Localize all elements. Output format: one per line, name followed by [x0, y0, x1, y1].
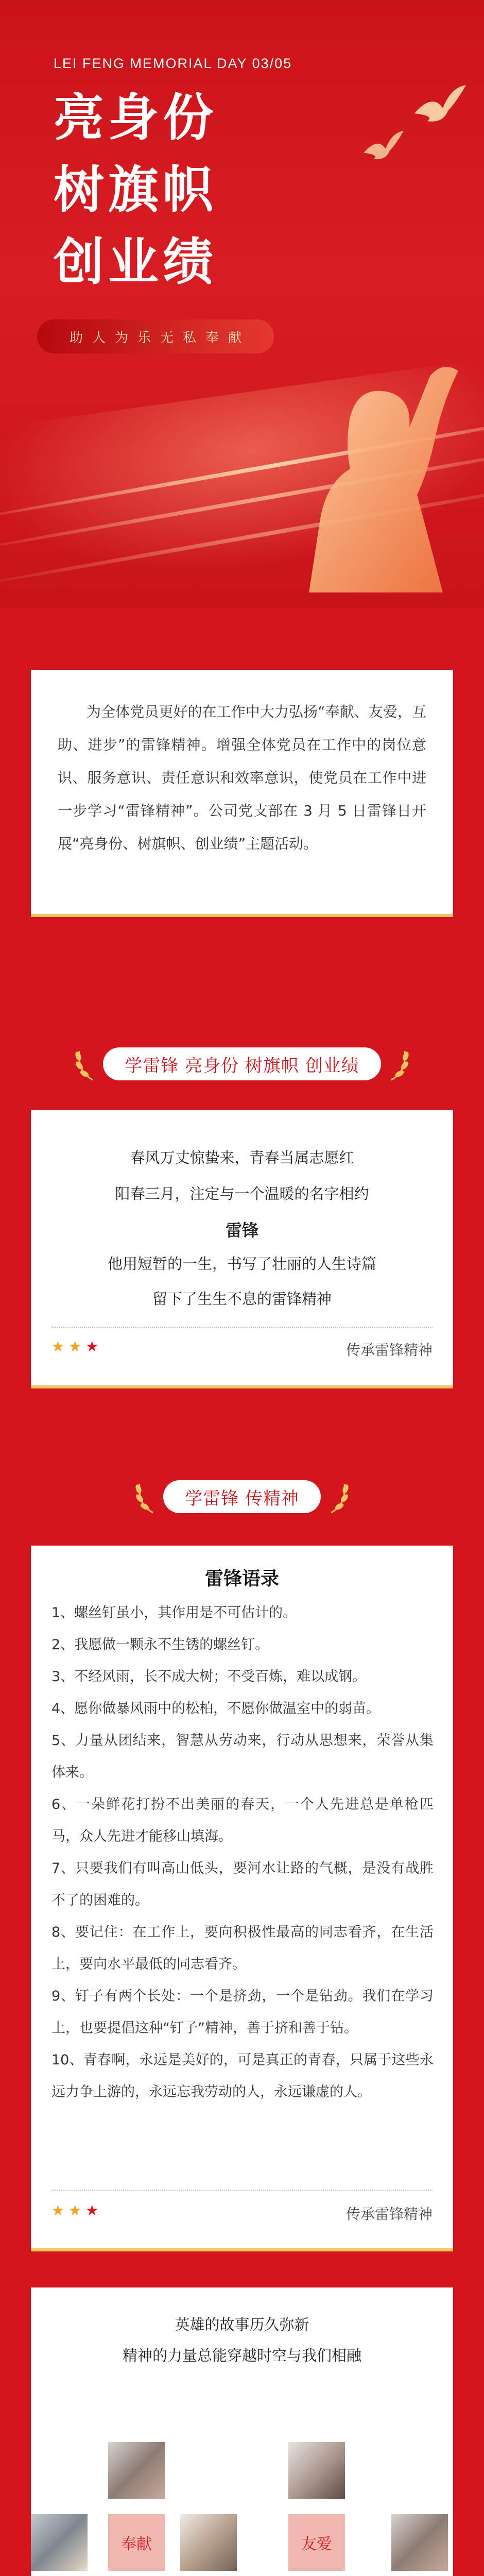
photo-collage-card: [31, 2287, 453, 2576]
quote-item: 5、力量从团结来，智慧从劳动来，行动从思想来，荣誉从集体来。: [51, 1733, 434, 1781]
card-credit: 传承雷锋精神: [345, 2206, 433, 2223]
poem-line: 阳春三月，注定与一个温暖的名字相约: [115, 1185, 369, 1202]
laurel-left-icon: [132, 1479, 156, 1515]
star-icon: ★: [85, 1338, 103, 1355]
dotted-divider: [51, 2190, 433, 2191]
poem-line: 留下了生生不息的雷锋精神: [152, 1290, 332, 1308]
slogan-char: 奉: [205, 330, 219, 346]
quote-item: 9、钉子有两个长处：一个是挤劲，一个是钻劲。我们在学习上，也要提倡这种“钉子”精神，善于挤和善于钻。: [51, 1988, 434, 2036]
quote-item: 8、要记住：在工作上，要向积极性最高的同志看齐，在生活上，要向水平最低的同志看齐。: [51, 1924, 434, 1972]
quote-item: 4、愿你做暴风雨中的松柏，不愿你做温室中的弱苗。: [51, 1701, 381, 1717]
hero-slogan: [37, 319, 274, 353]
card-footer: [31, 1332, 453, 1363]
intro-paragraph: 为全体党员更好的在工作中大力弘扬“奉献、友爱，互助、进步”的雷锋精神。增强全体党员在工作中的岗位意识、服务意识、责任意识和效率意识，使党员在工作中进一步学习“雷锋精神”。公司党支部在 3 月 5 日雷锋日开展“亮身份、树旗帜、创业绩”主题活动。: [58, 703, 426, 852]
quote-item: 1、螺丝钉虽小，其作用是不可估计的。: [51, 1605, 297, 1621]
photo-caption-2: 精神的力量总能穿越时空与我们相融: [122, 2347, 361, 2364]
slogan-char: 献: [228, 330, 242, 346]
poem-card: [31, 1110, 453, 1388]
hero-subtitle: LEI FENG MEMORIAL DAY 03/05: [54, 56, 292, 71]
slogan-char: 为: [114, 330, 128, 346]
saluting-figure-illustration: [288, 355, 484, 592]
quotes-list: [51, 1597, 434, 2108]
star-icon: ★: [51, 1338, 69, 1355]
section-title-pill: 学雷锋 传精神: [163, 1480, 321, 1513]
card-footer: [31, 2196, 453, 2227]
gold-bar: [31, 1385, 453, 1388]
photo-caption-1: 英雄的故事历久弥新: [175, 2316, 309, 2333]
quotes-card: [31, 1546, 453, 2251]
event-photo: [288, 2442, 345, 2499]
star-icon: ★: [68, 2202, 86, 2219]
value-tile-friendship: 友爱: [288, 2514, 345, 2571]
star-icon: ★: [68, 1338, 86, 1355]
slogan-char: 人: [92, 330, 106, 346]
star-icon: ★: [85, 2202, 103, 2219]
poem-line: 他用短暂的一生，书写了壮丽的人生诗篇: [107, 1255, 376, 1273]
slogan-char: 私: [183, 330, 197, 346]
section-title-pill: 学雷锋 亮身份 树旗帜 创业绩: [103, 1047, 381, 1080]
dotted-divider: [51, 1327, 433, 1328]
dove-icon: [360, 129, 407, 165]
event-photo: [180, 2514, 237, 2571]
laurel-left-icon: [72, 1046, 96, 1082]
event-photo: [31, 2514, 88, 2571]
star-rating: [51, 2202, 102, 2219]
event-photo: [108, 2442, 165, 2499]
dove-icon: [412, 82, 469, 129]
value-tile-dedication: 奉献: [108, 2514, 165, 2571]
poem-line: 春风万丈惊蛰来，青春当属志愿红: [130, 1149, 354, 1166]
hero-title-line-1: 亮身份: [54, 89, 218, 147]
quote-item: 2、我愿做一颗永不生锈的螺丝钉。: [51, 1637, 269, 1653]
laurel-right-icon: [328, 1479, 352, 1515]
section-title-2: [0, 1479, 484, 1515]
section-title-1: [0, 1046, 484, 1082]
gold-bar: [31, 2248, 453, 2251]
star-rating: [51, 1338, 102, 1355]
poem-line-highlight: 雷锋: [225, 1221, 258, 1240]
star-icon: ★: [51, 2202, 69, 2219]
slogan-char: 乐: [137, 330, 151, 346]
card-credit: 传承雷锋精神: [345, 1342, 433, 1359]
event-photo: [391, 2514, 448, 2571]
hero-title-line-2: 树旗帜: [54, 161, 218, 219]
quote-item: 10、青春啊，永远是美好的，可是真正的青春，只属于这些永远力争上游的，永远忘我劳动的人，永远谦虚的人。: [51, 2052, 434, 2100]
slogan-char: 助: [69, 330, 83, 346]
slogan-char: 无: [160, 330, 174, 346]
quote-item: 3、不经风雨，长不成大树；不受百炼，难以成钢。: [51, 1669, 367, 1685]
quote-item: 7、只要我们有叫高山低头，要河水让路的气概，是没有战胜不了的困难的。: [51, 1860, 434, 1908]
hero-title-line-3: 创业绩: [54, 233, 218, 292]
hero-banner: [0, 0, 484, 608]
quotes-title: 雷锋语录: [204, 1568, 279, 1589]
intro-card: [31, 670, 453, 917]
laurel-right-icon: [388, 1046, 412, 1082]
gold-bar: [31, 914, 453, 917]
quote-item: 6、一朵鲜花打扮不出美丽的春天，一个人先进总是单枪匹马，众人先进才能移山填海。: [51, 1797, 434, 1844]
